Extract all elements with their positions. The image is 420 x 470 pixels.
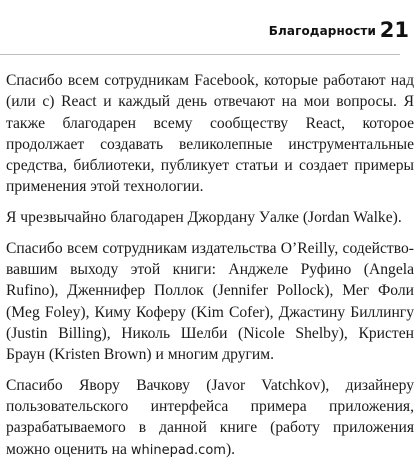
section-title: Благодарности <box>268 24 376 38</box>
whinepad-url: whinepad.com <box>130 442 226 458</box>
paragraph-facebook-thanks: Спасибо всем сотрудникам Facebook, которые работают над (или с) React и каждый день отвечают на мои вопросы. Я также благодарен всему сообществу React, которое продолжает создавать великолепные инструментальные средства, библиотеки, публикует статьи и создает примеры применения этой технологии. <box>6 72 414 196</box>
paragraph-designer-thanks <box>6 375 414 461</box>
paragraph-oreilly-thanks: Спасибо всем сотрудникам издательства O’Reilly, содействовавшим выходу этой книги: Анджеле Руфино (Angela Rufino), Дженнифер Поллок (Jennifer Pollock), Мег Фоли (Meg Foley), Киму Коферу (Kim Cofer), Джастину Биллингу (Justin Billing), Николь Шелби (Nicole Shelby), Кристен Браун (Kristen Brown) и многим другим. <box>6 239 414 364</box>
paragraph-jordan-walke-thanks: Я чрезвычайно благодарен Джордану Уалке (Jordan Walke). <box>6 209 402 227</box>
header-rule <box>0 54 400 55</box>
page-number: 21 <box>379 18 409 42</box>
body-text <box>6 70 414 470</box>
paragraph-designer-text-end: ). <box>225 440 236 458</box>
running-header <box>0 18 420 58</box>
paragraph-designer-text: Спасибо Явору Вачкову (Javor Vatchkov), дизайнеру пользовательского интерфейса примера приложения, разрабатываемого в данной книге (работу приложения можно оценить на <box>6 376 414 458</box>
